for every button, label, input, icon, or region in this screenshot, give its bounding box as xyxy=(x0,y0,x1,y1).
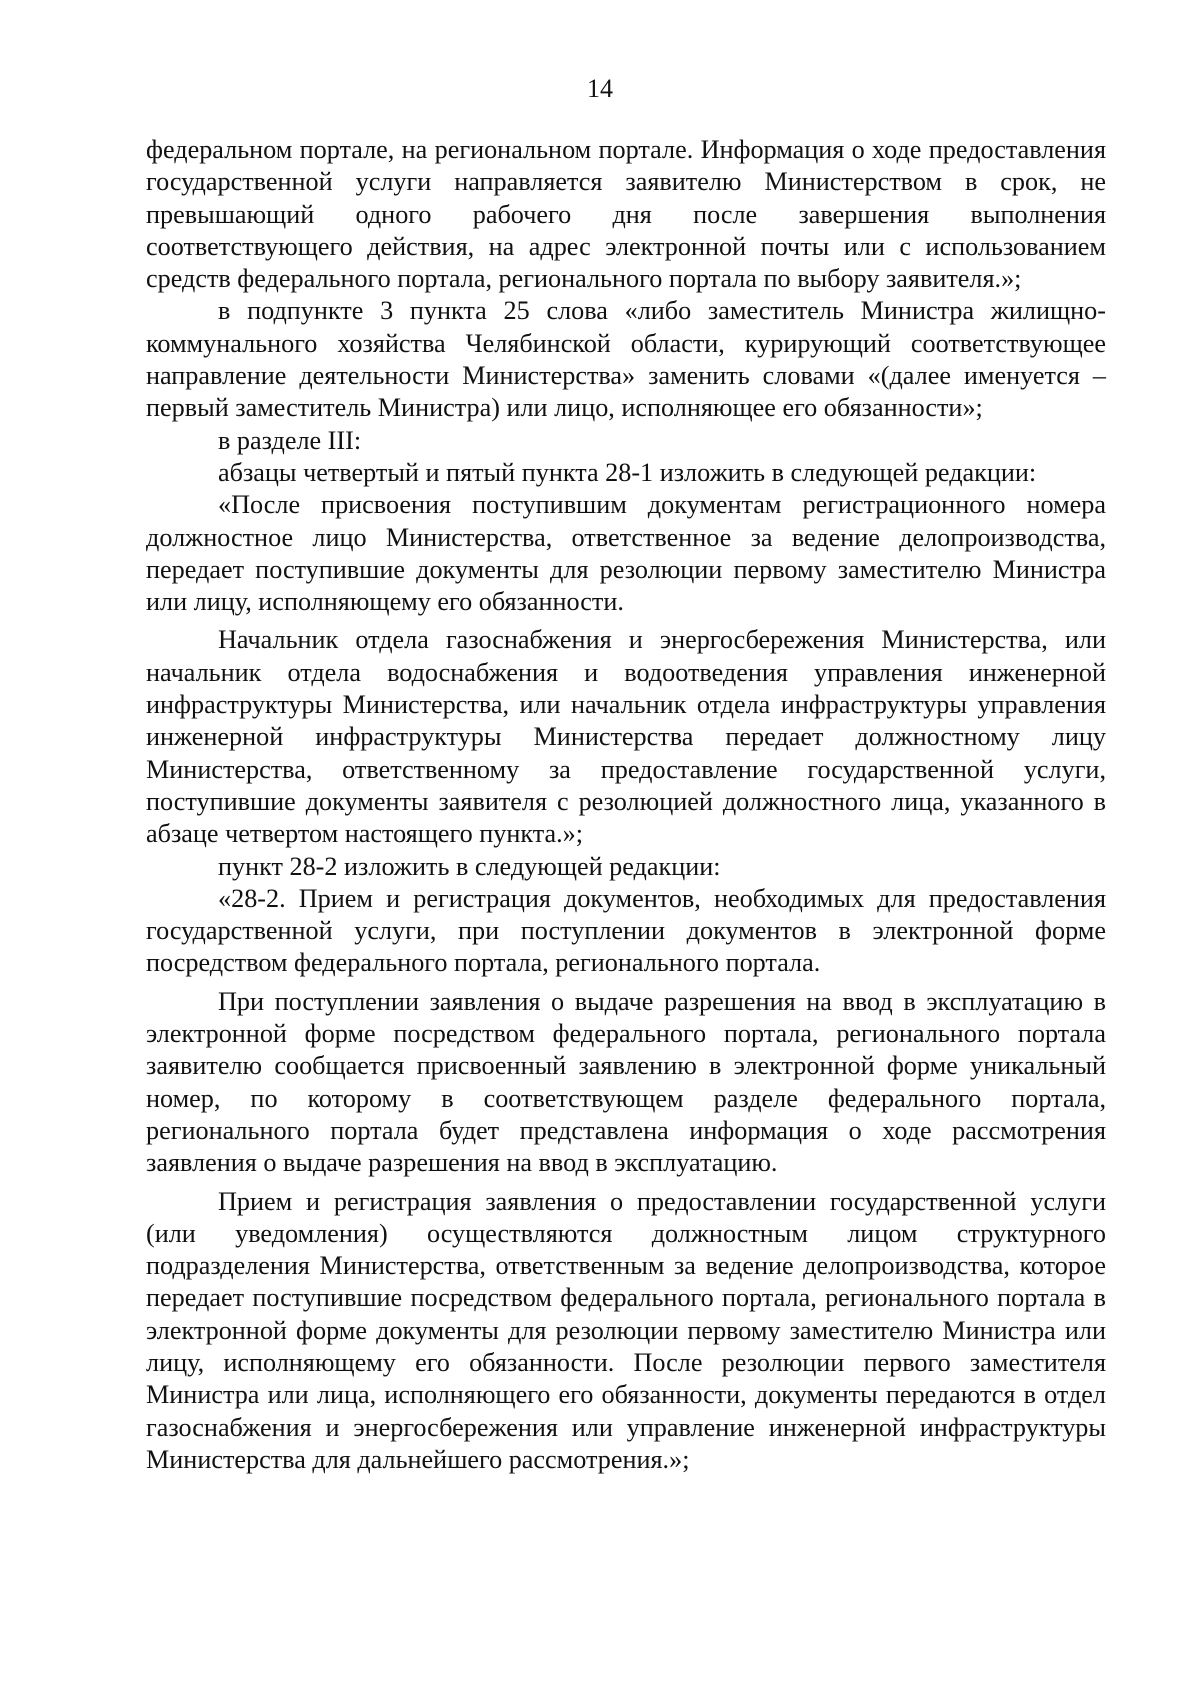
page-number: 14 xyxy=(587,74,613,103)
paragraph-2: в подпункте 3 пункта 25 слова «либо заместитель Министра жилищно-коммунального хозяйства Челябинской области, курирующий соответствующее направление деятельности Министерства» заменить словами «(далее именуется – первый заместитель Министра) или лицо, исполняющее его обязанности»; xyxy=(146,296,1106,423)
paragraph-5: «После присвоения поступившим документам регистрационного номера должностное лицо Министерства, ответственное за ведение делопроизводства, передает поступившие документы для резолюции первому заместителю Министра или лицу, исполняющему его обязанности. xyxy=(146,490,1106,617)
paragraph-4: абзацы четвертый и пятый пункта 28-1 изложить в следующей редакции: xyxy=(218,457,1037,487)
paragraph-6: Начальник отдела газоснабжения и энергосбережения Министерства, или начальник отдела водоснабжения и водоотведения управления инженерной инфраструктуры Министерства, или начальник отдела инфраструктуры управления инженерной инфраструктуры Министерства передает должностному лицу Министерства, ответственному за предоставление государственной услуги, поступившие документы заявителя с резолюцией должностного лица, указанного в абзаце четвертом настоящего пункта.»; xyxy=(146,625,1106,849)
paragraph-7: пункт 28-2 изложить в следующей редакции: xyxy=(218,851,721,881)
paragraph-1: федеральном портале, на региональном портале. Информация о ходе предоставления государственной услуги направляется заявителю Министерством в срок, не превышающий одного рабочего дня после завершения выполнения соответствующего действия, на адрес электронной почты или с использованием средств федерального портала, регионального портала по выбору заявителя.»; xyxy=(146,135,1106,294)
paragraph-10: Прием и регистрация заявления о предоставлении государственной услуги (или уведомления) осуществляются должностным лицом структурного подразделения Министерства, ответственным за ведение делопроизводства, которое передает поступившие посредством федерального портала, регионального портала в электронной форме документы для резолюции первому заместителю Министра или лицу, исполняющему его обязанности. После резолюции первого заместителя Министра или лица, исполняющего его обязанности, документы передаются в отдел газоснабжения и энергосбережения или управление инженерной инфраструктуры Министерства для дальнейшего рассмотрения.»; xyxy=(146,1186,1106,1474)
paragraph-9: При поступлении заявления о выдаче разрешения на ввод в эксплуатацию в электронной форме посредством федерального портала, регионального портала заявителю сообщается присвоенный заявлению в электронной форме уникальный номер, по которому в соответствующем разделе федерального портала, регионального портала будет представлена информация о ходе рассмотрения заявления о выдаче разрешения на ввод в эксплуатацию. xyxy=(146,986,1106,1178)
paragraph-8: «28-2. Прием и регистрация документов, необходимых для предоставления государственной услуги, при поступлении документов в электронной форме посредством федерального портала, регионального портала. xyxy=(146,883,1106,978)
document-body xyxy=(146,134,1106,1476)
paragraph-3: в разделе III: xyxy=(218,425,362,455)
